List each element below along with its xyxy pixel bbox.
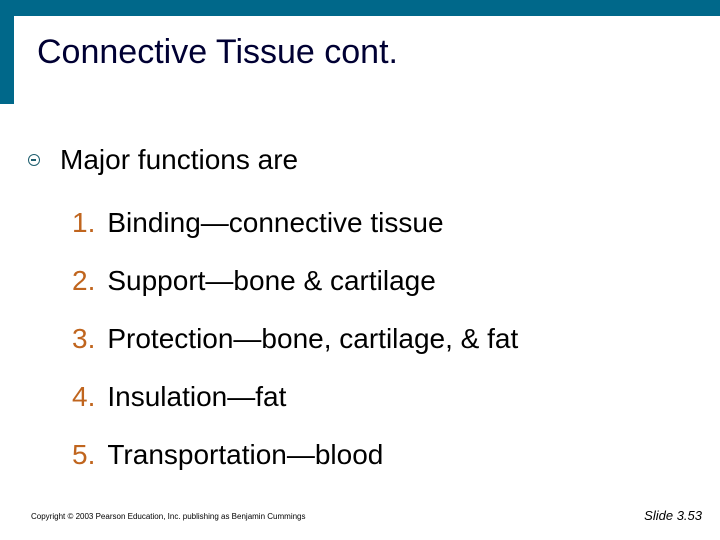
bullet-text: Major functions are [60, 144, 299, 175]
bullet-icon [28, 154, 40, 166]
list-item [72, 426, 518, 484]
list-text: Support—bone & cartilage [107, 265, 436, 296]
list-number: 3. [72, 323, 96, 354]
slide-number: Slide 3.53 [644, 508, 702, 523]
bullet-item [28, 140, 298, 180]
functions-list [72, 194, 518, 484]
list-text: Binding—connective tissue [107, 207, 444, 238]
list-item [72, 368, 518, 426]
list-text: Insulation—fat [107, 381, 287, 412]
list-text: Transportation—blood [107, 439, 384, 470]
list-number: 4. [72, 381, 96, 412]
list-number: 5. [72, 439, 96, 470]
list-item [72, 252, 518, 310]
slide-title: Connective Tissue cont. [37, 33, 398, 71]
list-item [72, 310, 518, 368]
list-text: Protection—bone, cartilage, & fat [107, 323, 519, 354]
list-number: 2. [72, 265, 96, 296]
list-item [72, 194, 518, 252]
side-accent-bar [0, 0, 14, 104]
list-number: 1. [72, 207, 96, 238]
header-accent-bar [0, 0, 720, 16]
copyright-notice: Copyright © 2003 Pearson Education, Inc. publishing as Benjamin Cummings [31, 512, 306, 521]
